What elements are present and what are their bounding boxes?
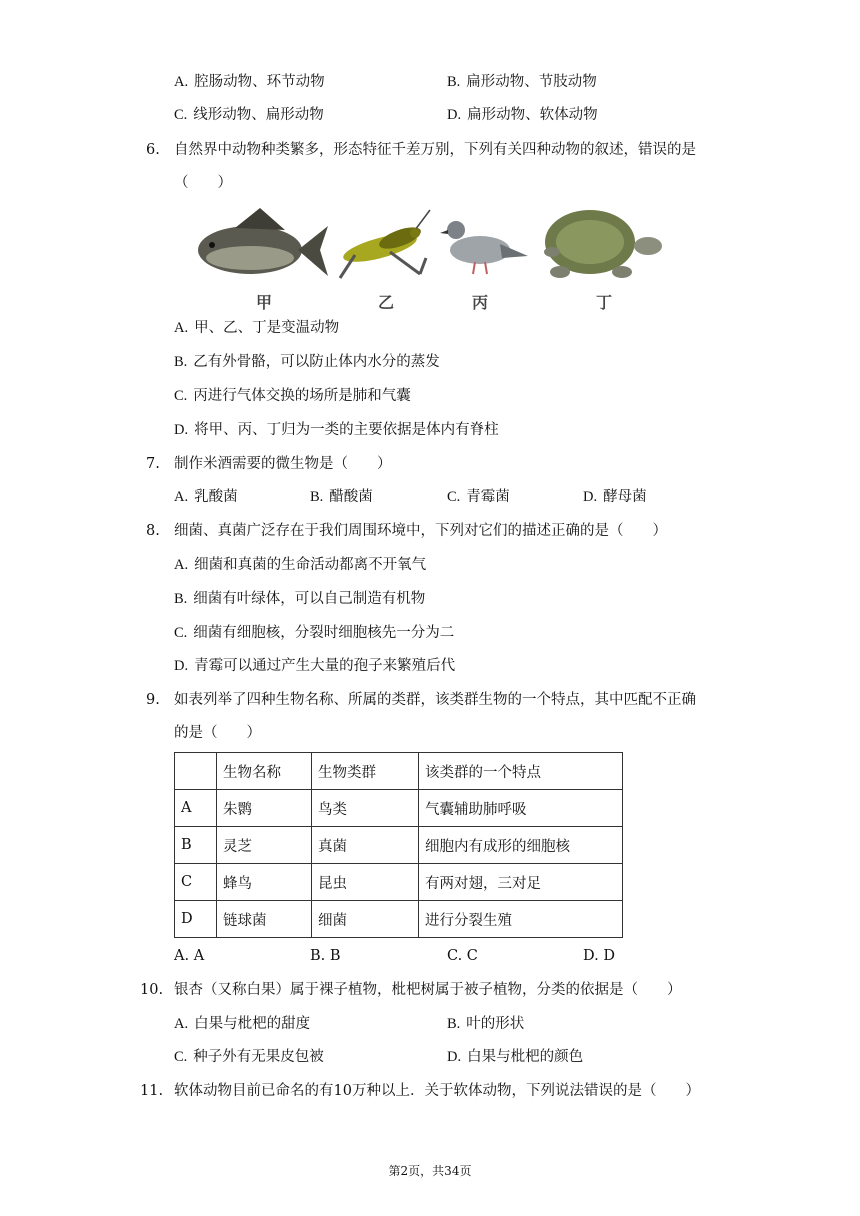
q5-option-b: B. 扁形动物、节肢动物	[447, 74, 597, 90]
table-header-row	[175, 753, 623, 790]
grasshopper-illustration	[340, 210, 430, 278]
q9-stem-line1: 如表列举了四种生物名称、所属的类群，该类群生物的一个特点，其中匹配不正确	[174, 692, 696, 708]
q7-number: 7.	[146, 456, 160, 472]
table-row	[175, 827, 623, 864]
q6-option-c: C. 丙进行气体交换的场所是肺和气囊	[174, 388, 411, 404]
table-cell: 有两对翅，三对足	[419, 864, 623, 901]
table-cell: 气囊辅助肺呼吸	[419, 790, 623, 827]
q6-stem: 自然界中动物种类繁多，形态特征千差万别，下列有关四种动物的叙述，错误的是	[174, 142, 696, 158]
table-row	[175, 901, 623, 938]
q10-option-c: C. 种子外有无果皮包被	[174, 1049, 324, 1065]
q7-option-a: A. 乳酸菌	[174, 489, 238, 505]
q8-option-d: D. 青霉可以通过产生大量的孢子来繁殖后代	[174, 658, 456, 674]
q5-option-a: A. 腔肠动物、环节动物	[174, 74, 325, 90]
q9-option-c: C. C	[447, 948, 478, 964]
q6-bracket: （ ）	[174, 175, 232, 191]
figure-label-bing: 丙	[472, 293, 489, 312]
table-header-cell: 该类群的一个特点	[419, 753, 623, 790]
q8-option-a: A. 细菌和真菌的生命活动都离不开氧气	[174, 557, 427, 573]
q6-option-d: D. 将甲、丙、丁归为一类的主要依据是体内有脊柱	[174, 422, 499, 438]
q9-option-a: A. A	[174, 948, 205, 964]
q10-option-b: B. 叶的形状	[447, 1016, 525, 1032]
figure-label-ding: 丁	[596, 293, 613, 312]
table-header-cell: 生物名称	[217, 753, 312, 790]
q7-option-c: C. 青霉菌	[447, 489, 510, 505]
table-cell: D	[175, 901, 217, 938]
q10-number: 10.	[140, 982, 164, 998]
q5-option-c: C. 线形动物、扁形动物	[174, 107, 324, 123]
turtle-illustration	[544, 210, 662, 278]
fish-illustration	[198, 208, 328, 276]
q9-option-d: D. D	[583, 948, 615, 964]
table-cell: 昆虫	[312, 864, 419, 901]
table-header-cell: 生物类群	[312, 753, 419, 790]
table-cell: 细菌	[312, 901, 419, 938]
q8-option-c: C. 细菌有细胞核，分裂时细胞核先一分为二	[174, 625, 455, 641]
table-cell: 灵芝	[217, 827, 312, 864]
figure-label-yi: 乙	[378, 293, 395, 312]
q10-option-a: A. 白果与枇杷的甜度	[174, 1016, 311, 1032]
q6-option-a: A. 甲、乙、丁是变温动物	[174, 320, 340, 336]
table-header-cell	[175, 753, 217, 790]
table-cell: 细胞内有成形的细胞核	[419, 827, 623, 864]
table-cell: 进行分裂生殖	[419, 901, 623, 938]
table-cell: 朱鹮	[217, 790, 312, 827]
table-cell: 鸟类	[312, 790, 419, 827]
q9-stem-line2: 的是（ ）	[174, 725, 261, 741]
pigeon-illustration	[440, 221, 528, 274]
table-cell: 蜂鸟	[217, 864, 312, 901]
q9-number: 9.	[146, 692, 160, 708]
q5-option-d: D. 扁形动物、软体动物	[447, 107, 598, 123]
q10-option-d: D. 白果与枇杷的颜色	[447, 1049, 584, 1065]
table-cell: A	[175, 790, 217, 827]
table-cell: 链球菌	[217, 901, 312, 938]
q10-stem: 银杏（又称白果）属于裸子植物，枇杷树属于被子植物，分类的依据是（ ）	[174, 982, 682, 998]
q7-stem: 制作米酒需要的微生物是（ ）	[174, 456, 392, 472]
q8-option-b: B. 细菌有叶绿体，可以自己制造有机物	[174, 591, 426, 607]
figure-label-jia: 甲	[256, 293, 273, 312]
table-cell: B	[175, 827, 217, 864]
q7-option-b: B. 醋酸菌	[310, 489, 373, 505]
q8-number: 8.	[146, 523, 160, 539]
table-row	[175, 864, 623, 901]
q9-option-b: B. B	[310, 948, 341, 964]
page-footer: 第2页，共34页	[388, 1164, 472, 1178]
q6-option-b: B. 乙有外骨骼，可以防止体内水分的蒸发	[174, 354, 440, 370]
q11-stem: 软体动物目前已命名的有10万种以上．关于软体动物，下列说法错误的是（ ）	[174, 1083, 700, 1099]
q8-stem: 细菌、真菌广泛存在于我们周围环境中，下列对它们的描述正确的是（ ）	[174, 523, 667, 539]
q11-number: 11.	[140, 1083, 164, 1099]
table-row	[175, 790, 623, 827]
q6-number: 6.	[146, 142, 160, 158]
table-cell: C	[175, 864, 217, 901]
q7-option-d: D. 酵母菌	[583, 489, 647, 505]
organism-table	[174, 752, 623, 938]
table-cell: 真菌	[312, 827, 419, 864]
